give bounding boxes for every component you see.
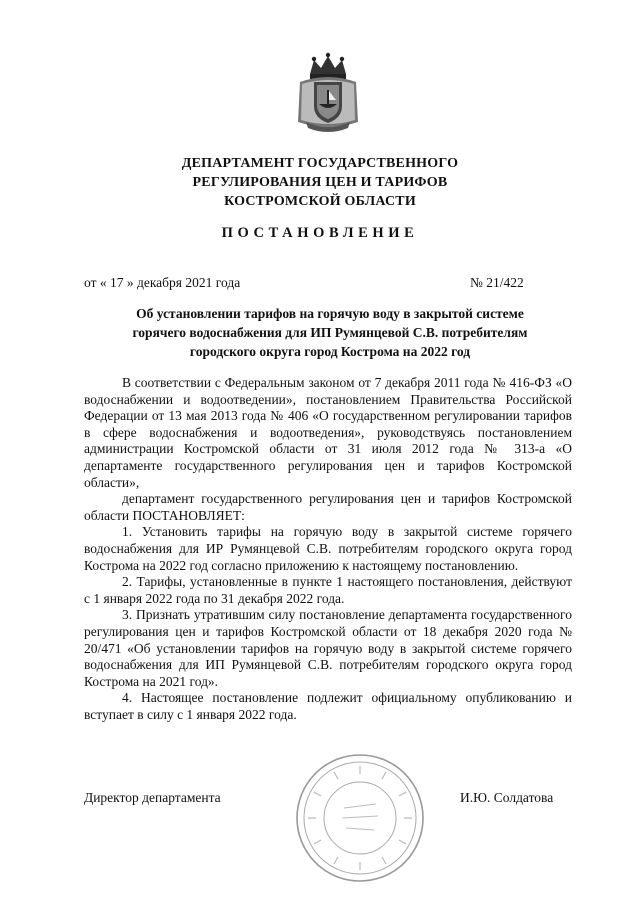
subject-line-1: Об установлении тарифов на горячую воду в закрытой системе	[136, 306, 524, 321]
signer-name: И.Ю. Солдатова	[460, 790, 554, 805]
body-paragraph-item-2: 2. Тарифы, установленные в пункте 1 настоящего постановления, действуют с 1 января 2022 года по 31 декабря 2022 года.	[84, 574, 572, 606]
body-paragraph-item-3: 3. Признать утратившим силу постановление департамента государственного регулирования цен и тарифов Костромской области от 18 декабря 2020 года № 20/471 «Об установлении тарифов на горячую воду в закрытой системе горячего водоснабжения для ИП Румянцевой С.В. потребителям городского округа город Кострома на 2021 год».	[84, 607, 572, 689]
department-line-1: ДЕПАРТАМЕНТ ГОСУДАРСТВЕННОГО	[181, 156, 459, 171]
document-subject	[90, 304, 570, 361]
document-body	[84, 375, 572, 723]
document-date: от « 17 » декабря 2021 года	[84, 275, 241, 290]
department-line-2: РЕГУЛИРОВАНИЯ ЦЕН И ТАРИФОВ	[192, 175, 448, 190]
subject-line-3: городского округа город Кострома на 2022 год	[189, 344, 471, 359]
department-line-3: КОСТРОМСКОЙ ОБЛАСТИ	[224, 194, 416, 209]
signer-title: Директор департамента	[84, 790, 221, 805]
subject-line-2: горячего водоснабжения для ИП Румянцевой С.В. потребителям	[132, 325, 528, 340]
document-number: № 21/422	[470, 275, 524, 290]
department-name	[60, 154, 580, 211]
body-paragraph-resolves: департамент государственного регулирования цен и тарифов Костромской области ПОСТАНОВЛЯЕТ:	[84, 491, 572, 523]
body-paragraph-item-4: 4. Настоящее постановление подлежит официальному опубликованию и вступает в силу с 1 января 2022 года.	[84, 690, 572, 722]
body-paragraph-preamble: В соответствии с Федеральным законом от 7 декабря 2011 года № 416-ФЗ «О водоснабжении и водоотведении», постановлением Правительства Российской Федерации от 13 мая 2013 года № 406 «О государственном регулировании тарифов в сфере водоснабжения и водоотведения», руководствуясь постановлением администрации Костромской области от 31 июля 2012 года № 313-а «О департаменте государственного регулирования цен и тарифов Костромской области»,	[84, 375, 572, 490]
coat-of-arms-icon	[296, 52, 360, 132]
official-seal-icon	[294, 752, 426, 884]
document-type-title: ПОСТАНОВЛЕНИЕ	[221, 225, 419, 241]
body-paragraph-item-1: 1. Установить тарифы на горячую воду в закрытой системе горячего водоснабжения для ИР Румянцевой С.В. потребителям городского округа город Кострома на 2022 год согласно приложению к настоящему постановлению.	[84, 524, 572, 573]
